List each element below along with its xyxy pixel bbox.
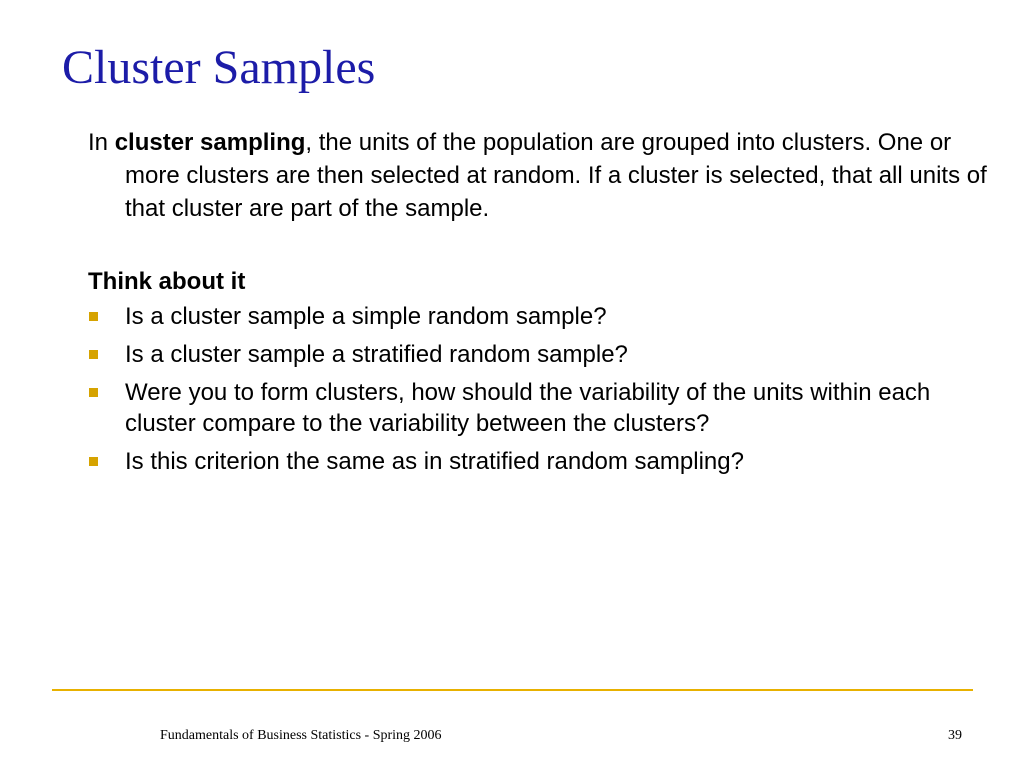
intro-rest: , the units of the population are grouped into clusters. One or more clusters are then selected at random. If a cluster is selected, that all units of that cluster are part of the sample. <box>125 129 987 222</box>
footer-text: Fundamentals of Business Statistics - Spring 2006 <box>160 728 442 743</box>
intro-term: cluster sampling <box>114 129 306 156</box>
bullet-list <box>88 301 988 477</box>
list-item <box>88 446 988 477</box>
think-heading: Think about it <box>88 268 246 295</box>
intro-lead: In <box>88 129 115 156</box>
square-bullet-icon <box>89 457 98 466</box>
footer-divider <box>52 689 973 691</box>
slide-title: Cluster Samples <box>62 41 376 94</box>
bullet-text: Is this criterion the same as in stratified random sampling? <box>125 448 744 475</box>
bullet-text: Were you to form clusters, how should the variability of the units within each cluster compare to the variability between the clusters? <box>125 379 931 437</box>
square-bullet-icon <box>89 350 98 359</box>
square-bullet-icon <box>89 388 98 397</box>
list-item <box>88 301 988 332</box>
square-bullet-icon <box>89 312 98 321</box>
list-item <box>88 377 988 439</box>
bullet-text: Is a cluster sample a stratified random sample? <box>125 341 628 368</box>
bullet-text: Is a cluster sample a simple random sample? <box>125 303 607 330</box>
list-item <box>88 339 988 370</box>
intro-paragraph <box>88 126 988 225</box>
slide-body <box>88 126 988 484</box>
page-number: 39 <box>948 728 962 743</box>
